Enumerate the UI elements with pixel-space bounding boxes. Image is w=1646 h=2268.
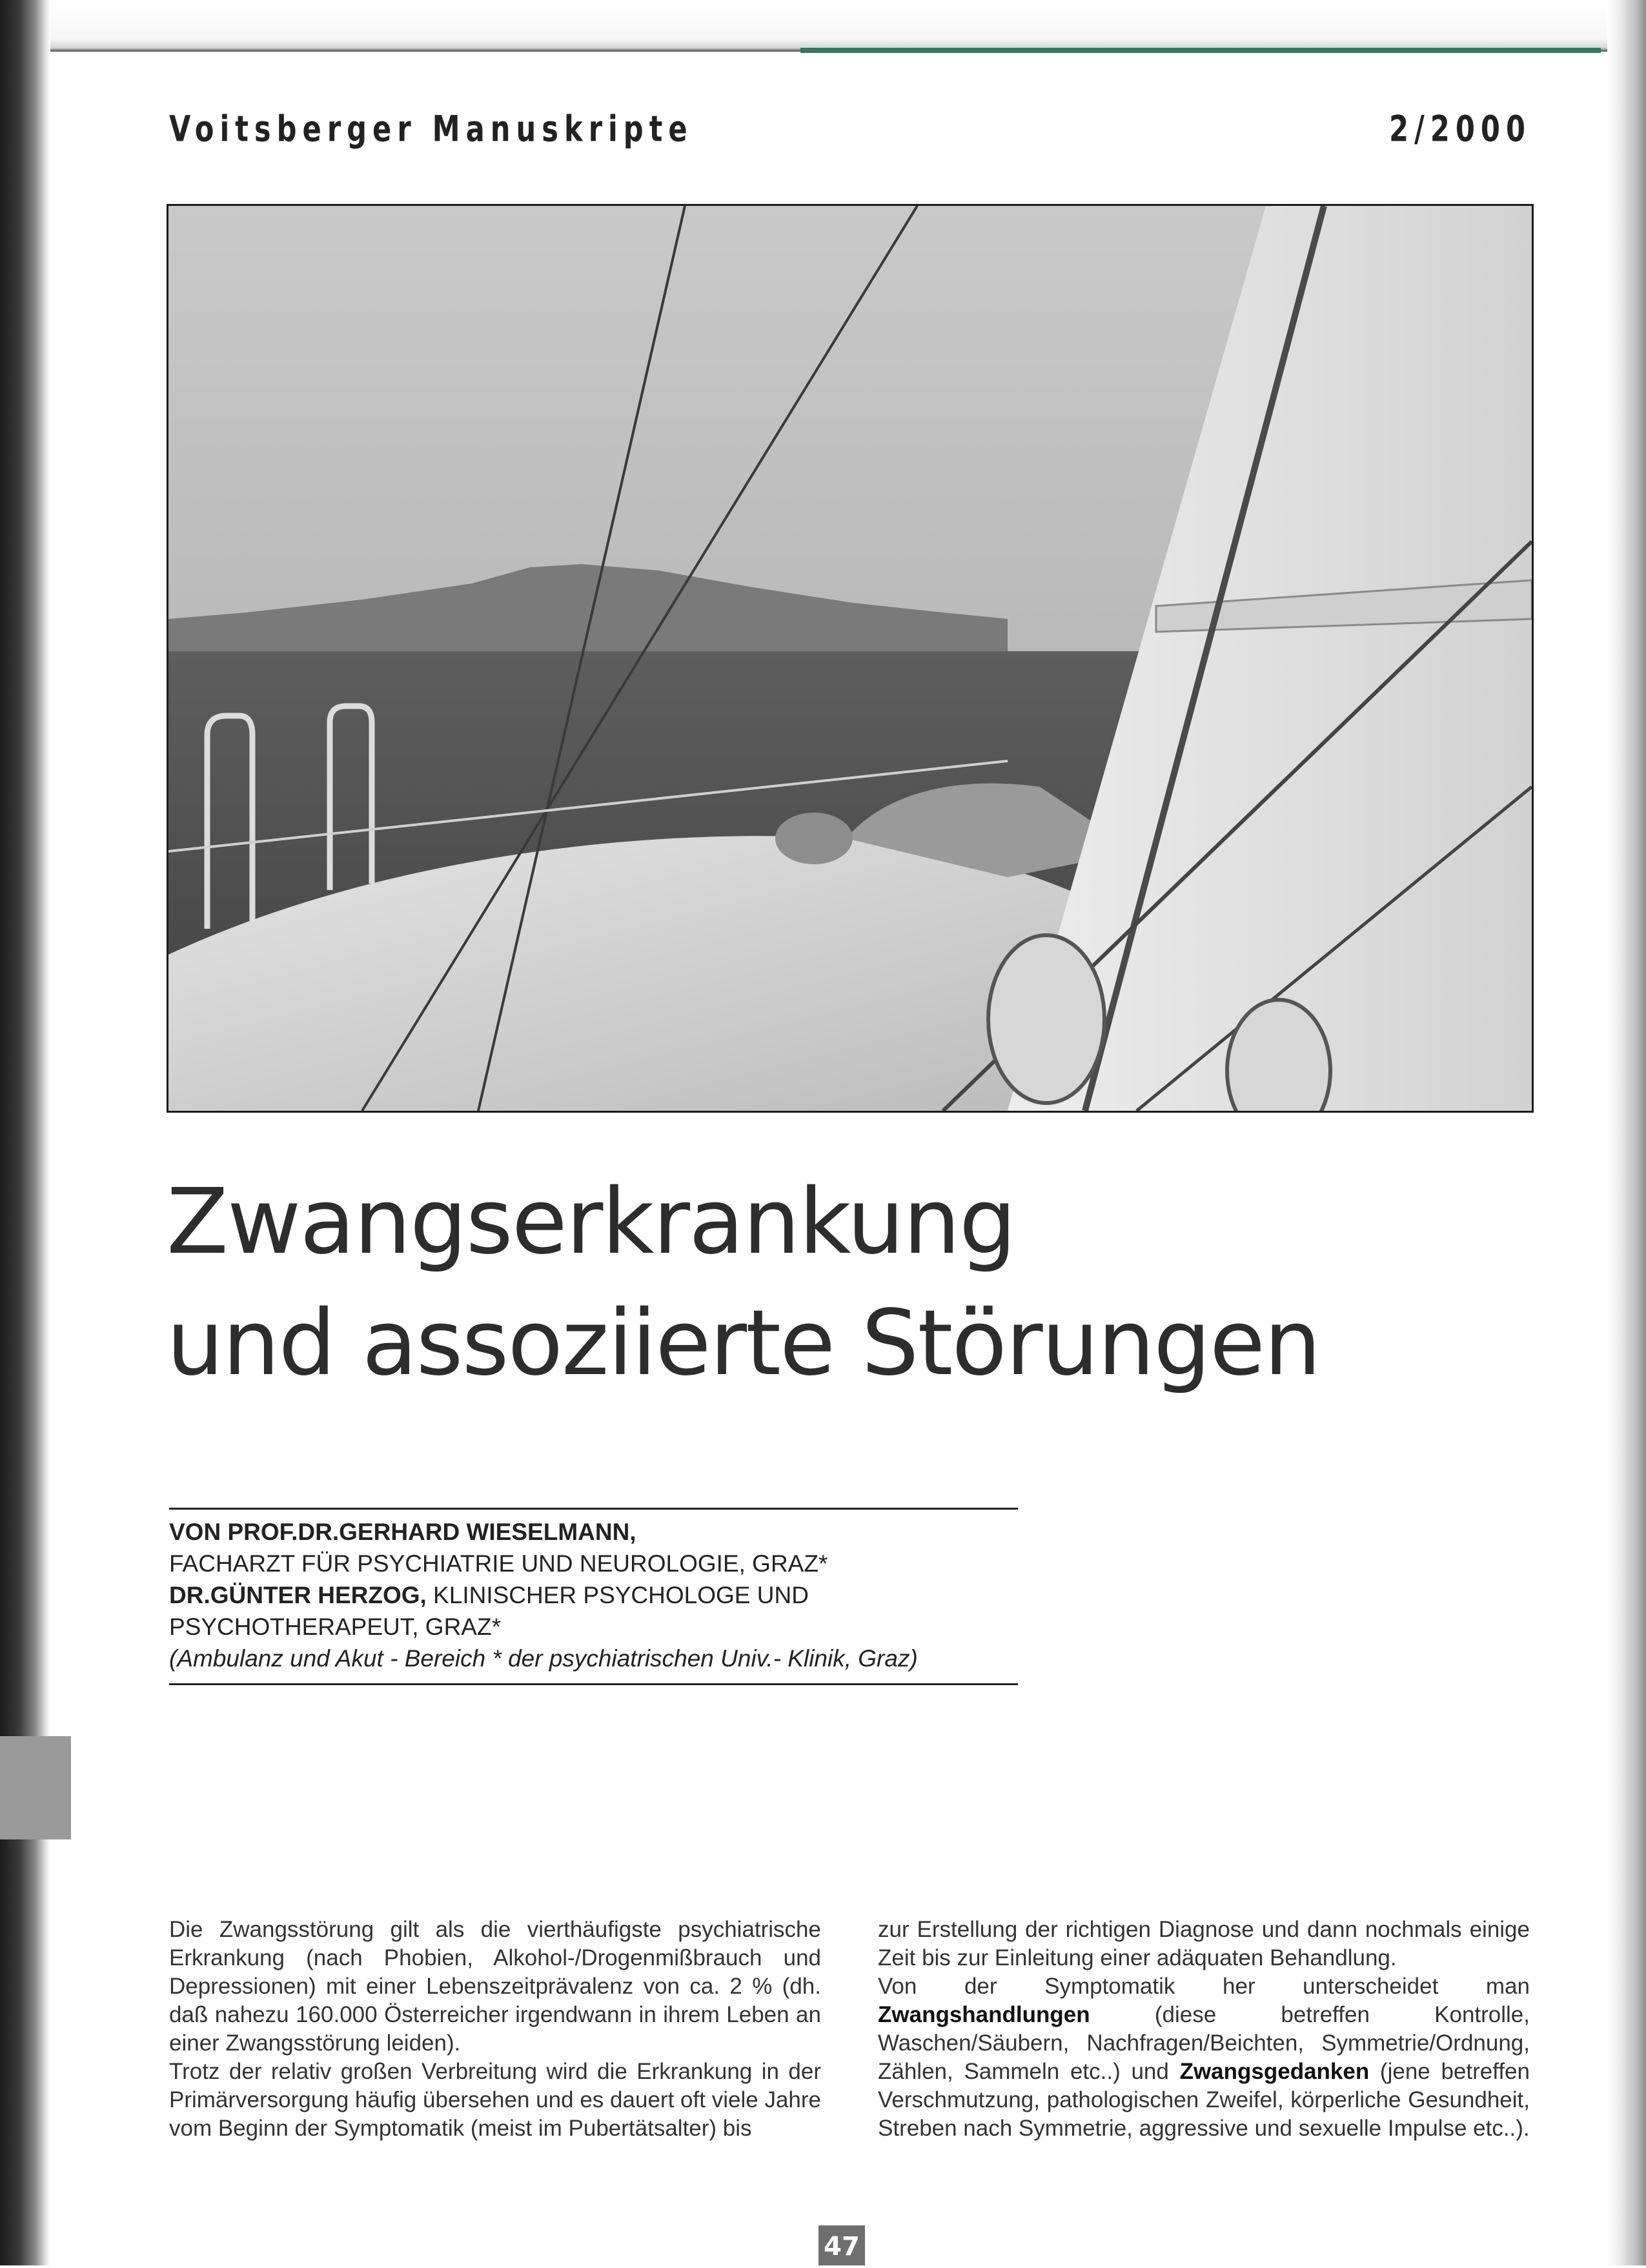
symptoms-text-a: Von der Symptomatik her unterscheidet man: [878, 1974, 1530, 1999]
author-block: [169, 1508, 1018, 1685]
body-column-left: [169, 1916, 821, 2143]
term-zwangsgedanken: Zwangsgedanken: [1179, 2059, 1370, 2084]
author-line-3: [169, 1579, 1018, 1611]
author-2-name: DR.GÜNTER HERZOG,: [169, 1582, 427, 1608]
body-column-right: [878, 1916, 1530, 2143]
symptoms-text-e: (jene betreffen Verschmutzung, pathologischen Zweifel, körperliche Gesundheit, Streben nach Symmetrie, aggressive und sexuelle Impulse etc..).: [878, 2059, 1530, 2141]
issue-number: 2/2000: [1388, 108, 1531, 150]
paragraph-diagnosis: Trotz der relativ großen Verbreitung wird die Erkrankung in der Primärversorgung häufig übersehen und es dauert oft viele Jahre vom Beginn der Symptomatik (meist im Pubertätsalter) bis: [169, 2059, 821, 2141]
winch: [988, 935, 1104, 1103]
paragraph-symptoms: [878, 1972, 1530, 2143]
fender: [775, 813, 853, 864]
page-number: 47: [818, 2225, 865, 2265]
journal-title: Voitsberger Manuskripte: [169, 108, 693, 150]
symptoms-text-c: (diese betreffen Kontrolle, Waschen/Säubern, Nachfragen/Beichten, Symmetrie/Ordnung, Zählen, Sammeln etc..) und: [878, 2002, 1530, 2084]
sailboat-illustration: [168, 206, 1532, 1111]
article-title-line-1: Zwangserkrankung: [167, 1169, 1015, 1275]
author-line-4: PSYCHOTHERAPEUT, GRAZ*: [169, 1614, 501, 1640]
paragraph-diagnosis-cont: zur Erstellung der richtigen Diagnose und dann nochmals einige Zeit bis zur Einleitung einer adäquaten Behandlung.: [878, 1917, 1530, 1970]
author-line-2: FACHARZT FÜR PSYCHIATRIE UND NEUROLOGIE, GRAZ*: [169, 1550, 828, 1577]
author-affiliation: (Ambulanz und Akut - Bereich * der psychiatrischen Univ.- Klinik, Graz): [169, 1645, 918, 1672]
article-title-line-2: und assoziierte Störungen: [167, 1291, 1320, 1396]
cover-edge-green: [800, 48, 1601, 53]
author-line-1: VON PROF.DR.GERHARD WIESELMANN,: [169, 1519, 636, 1545]
paragraph-intro: Die Zwangsstörung gilt als die vierthäufigste psychiatrische Erkrankung (nach Phobien, Alkohol-/Drogenmißbrauch und Depressionen) mit einer Lebenszeitprävalenz von ca. 2 % (dh. daß nahezu 160.000 Österreicher irgendwann in ihrem Leben an einer Zwangsstörung leiden).: [169, 1917, 821, 2056]
sailboat-photo: [167, 204, 1534, 1113]
page-edge-left: [0, 0, 50, 2265]
binding-notch: [0, 1736, 71, 1839]
page-edge-top: [50, 0, 1646, 52]
page-edge-right: [1607, 0, 1646, 2265]
term-zwangshandlungen: Zwangshandlungen: [878, 2002, 1090, 2027]
author-2-title: KLINISCHER PSYCHOLOGE UND: [426, 1582, 809, 1608]
